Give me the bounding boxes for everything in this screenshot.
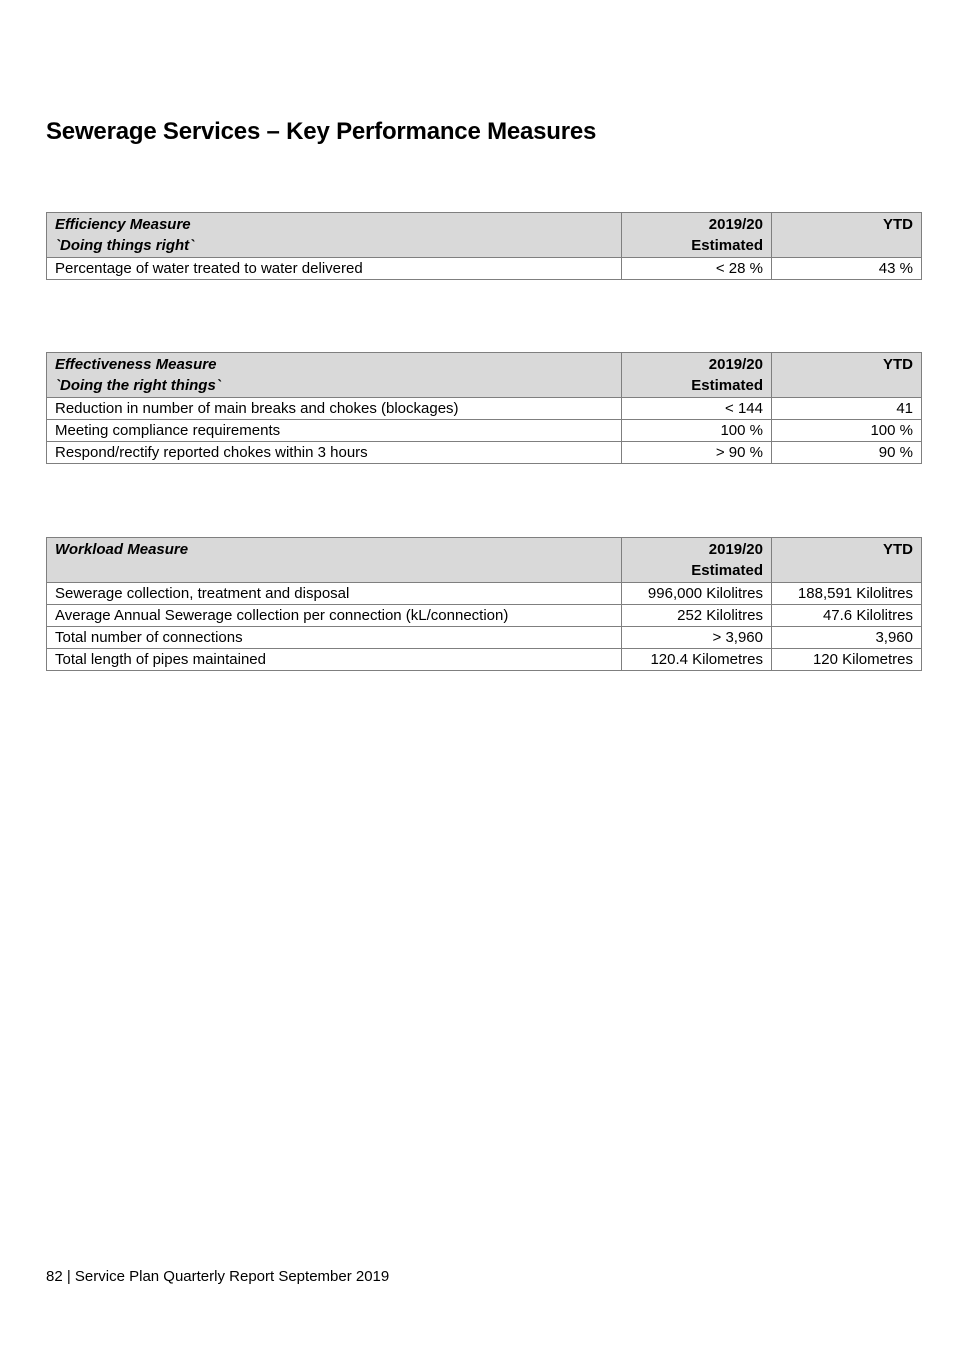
ytd-cell: 47.6 Kilolitres [772, 605, 922, 627]
ytd-header-label: YTD [883, 541, 913, 558]
measure-heading: Effectiveness Measure [55, 356, 217, 373]
estimated-header [622, 353, 772, 398]
table-header-row [47, 213, 922, 258]
table-row [47, 398, 922, 420]
table-row [47, 420, 922, 442]
ytd-cell: 188,591 Kilolitres [772, 583, 922, 605]
table-header-row [47, 353, 922, 398]
estimated-header-label: Estimated [691, 377, 763, 394]
estimated-cell: > 90 % [622, 442, 772, 464]
measure-cell: Total number of connections [47, 627, 622, 649]
table-row [47, 442, 922, 464]
measure-cell: Meeting compliance requirements [47, 420, 622, 442]
measure-cell: Respond/rectify reported chokes within 3 hours [47, 442, 622, 464]
ytd-cell: 120 Kilometres [772, 649, 922, 671]
measure-heading: Efficiency Measure [55, 216, 191, 233]
ytd-cell: 3,960 [772, 627, 922, 649]
workload-table [46, 537, 922, 671]
measure-cell: Reduction in number of main breaks and chokes (blockages) [47, 398, 622, 420]
estimated-cell: 120.4 Kilometres [622, 649, 772, 671]
measure-header [47, 538, 622, 583]
measure-subheading: `Doing things right` [55, 237, 195, 254]
table-row [47, 627, 922, 649]
estimated-cell: < 28 % [622, 258, 772, 280]
estimated-header-year: 2019/20 [708, 356, 763, 373]
estimated-cell: 252 Kilolitres [622, 605, 772, 627]
ytd-header-label: YTD [883, 356, 913, 373]
ytd-header [772, 538, 922, 583]
estimated-header-label: Estimated [691, 237, 763, 254]
ytd-header-label: YTD [883, 216, 913, 233]
ytd-cell: 100 % [772, 420, 922, 442]
estimated-header [622, 538, 772, 583]
estimated-header-year: 2019/20 [708, 541, 763, 558]
table-row [47, 605, 922, 627]
table-row [47, 649, 922, 671]
ytd-header [772, 213, 922, 258]
measure-heading: Workload Measure [55, 541, 189, 558]
estimated-header-label: Estimated [691, 562, 763, 579]
table-header-row [47, 538, 922, 583]
measure-cell: Sewerage collection, treatment and disposal [47, 583, 622, 605]
measure-cell: Percentage of water treated to water delivered [47, 258, 622, 280]
ytd-cell: 43 % [772, 258, 922, 280]
measure-header [47, 213, 622, 258]
estimated-header-year: 2019/20 [708, 216, 763, 233]
table-row [47, 258, 922, 280]
measure-subheading: `Doing the right things` [55, 377, 221, 394]
measure-header [47, 353, 622, 398]
measure-cell: Total length of pipes maintained [47, 649, 622, 671]
ytd-cell: 90 % [772, 442, 922, 464]
page-title: Sewerage Services – Key Performance Measures [46, 118, 597, 145]
ytd-cell: 41 [772, 398, 922, 420]
estimated-cell: 100 % [622, 420, 772, 442]
efficiency-table [46, 212, 922, 280]
table-row [47, 583, 922, 605]
effectiveness-table [46, 352, 922, 464]
estimated-cell: 996,000 Kilolitres [622, 583, 772, 605]
estimated-cell: < 144 [622, 398, 772, 420]
estimated-header [622, 213, 772, 258]
ytd-header [772, 353, 922, 398]
estimated-cell: > 3,960 [622, 627, 772, 649]
measure-cell: Average Annual Sewerage collection per connection (kL/connection) [47, 605, 622, 627]
page-footer: 82 | Service Plan Quarterly Report September 2019 [46, 1268, 390, 1285]
